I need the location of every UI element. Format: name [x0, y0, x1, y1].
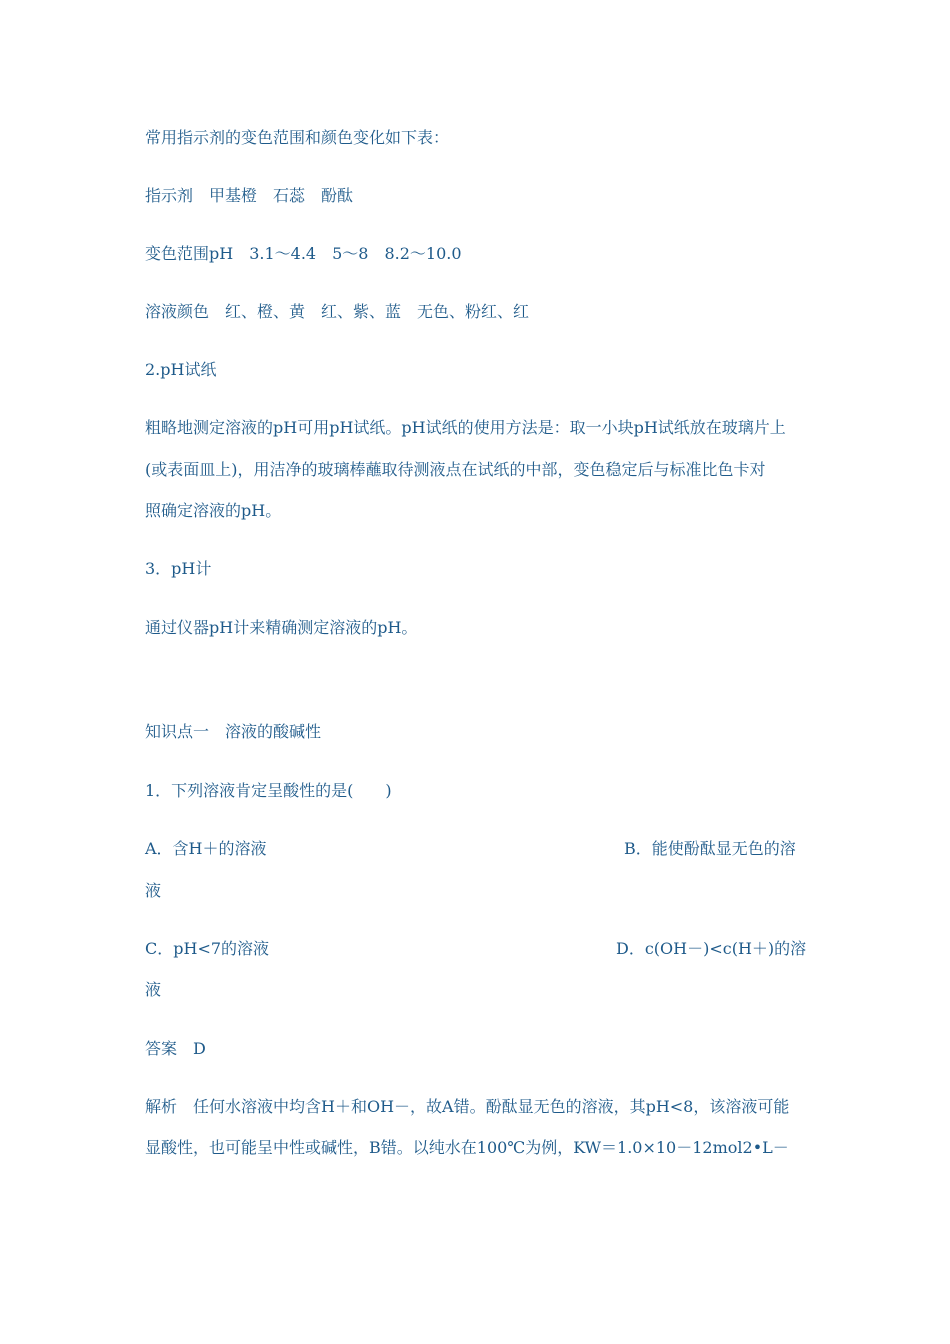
option-b: B．能使酚酞显无色的溶 — [624, 839, 796, 858]
ph-paper-paragraph-line-3: 照确定溶液的pH。 — [145, 501, 282, 520]
indicator-table-range-row: 变色范围pH 3.1～4.4 5～8 8.2～10.0 — [145, 244, 462, 263]
ph-paper-heading: 2.pH试纸 — [145, 360, 217, 379]
question-stem: 1．下列溶液肯定呈酸性的是( ) — [145, 781, 392, 800]
ph-paper-paragraph-line-2: (或表面皿上)，用洁净的玻璃棒蘸取待测液点在试纸的中部，变色稳定后与标准比色卡对 — [145, 460, 766, 479]
indicator-table-header: 指示剂 甲基橙 石蕊 酚酞 — [145, 186, 354, 205]
analysis-line-1: 解析 任何水溶液中均含H＋和OH－，故A错。酚酞显无色的溶液，其pH<8，该溶液可能 — [145, 1097, 790, 1116]
ph-paper-paragraph-line-1: 粗略地测定溶液的pH可用pH试纸。pH试纸的使用方法是：取一小块pH试纸放在玻璃片上 — [145, 418, 786, 437]
option-d-wrap: 液 — [145, 980, 162, 999]
analysis-line-2: 显酸性，也可能呈中性或碱性，B错。以纯水在100℃为例，KW＝1.0×10－12mol2•L－ — [145, 1138, 789, 1157]
option-a: A．含H＋的溶液 — [145, 839, 267, 858]
option-c: C．pH<7的溶液 — [145, 939, 270, 958]
knowledge-point-heading: 知识点一 溶液的酸碱性 — [145, 722, 322, 741]
answer-line: 答案 D — [145, 1039, 206, 1058]
ph-meter-heading: 3．pH计 — [145, 559, 212, 578]
indicator-table-color-row: 溶液颜色 红、橙、黄 红、紫、蓝 无色、粉红、红 — [145, 302, 530, 321]
intro-text: 常用指示剂的变色范围和颜色变化如下表： — [145, 128, 450, 147]
option-b-wrap: 液 — [145, 881, 162, 900]
ph-meter-paragraph: 通过仪器pH计来精确测定溶液的pH。 — [145, 618, 418, 637]
option-d: D．c(OH－)<c(H＋)的溶 — [616, 939, 807, 958]
